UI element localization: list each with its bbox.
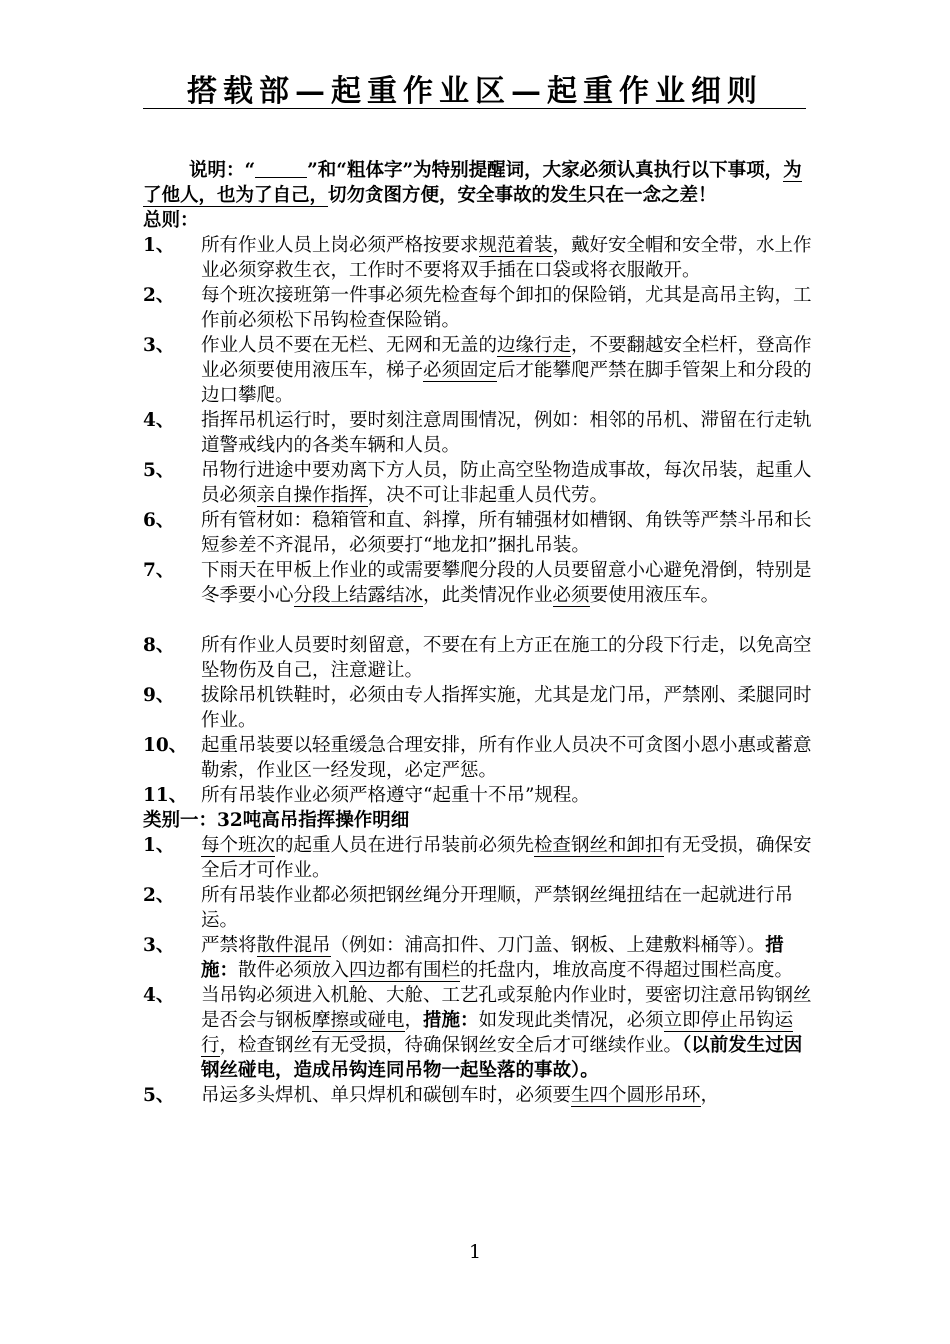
item-underlined: 每个班次 (201, 835, 276, 856)
item-text-part: 散件必须放入 (238, 960, 350, 981)
general-item (143, 333, 813, 408)
document-title: 搭载部—起重作业区—起重作业细则 (187, 74, 763, 109)
general-item (143, 508, 813, 558)
item-underlined: 摩擦或碰电 (312, 1010, 405, 1031)
item-text-part: 吊物行进途中要劝离下方人员，防止高空坠物造成事故，每次吊装，起重人员必须 (201, 460, 812, 506)
category-heading: 类别一：32吨高吊指挥操作明细 (143, 810, 410, 831)
item-underlined: 规范着装 (478, 235, 553, 256)
item-number: 2、 (143, 285, 175, 306)
general-item (143, 408, 813, 458)
category-item (143, 833, 813, 883)
item-text-part: ，此类情况作业 (423, 585, 553, 606)
category-item (143, 933, 813, 983)
general-item (143, 733, 813, 783)
item-text: 所有吊装作业必须严格遵守“起重十不吊”规程。 (201, 785, 590, 806)
category-item (143, 983, 813, 1083)
item-text-part: 要使用液压车。 (589, 585, 720, 606)
item-number: 1、 (143, 835, 175, 856)
item-underlined: 必须固定 (423, 360, 498, 381)
item-bold: 措施： (423, 1010, 479, 1031)
item-text-part: 如发现此类情况，必须 (478, 1010, 664, 1031)
item-underlined: 分段上结露结冰 (293, 585, 424, 606)
item-text-part: 的托盘内，堆放高度不得超过围栏高度。 (460, 960, 794, 981)
item-text-part: ，不要翻越安全栏杆，登高作业必须要使用液压车，梯子 (201, 335, 812, 381)
item-text-part: 严禁将 (201, 935, 257, 956)
page-number: 1 (468, 1241, 482, 1263)
general-heading: 总则： (143, 210, 199, 231)
intro-paragraph (143, 158, 813, 208)
underline-sample (255, 159, 307, 178)
item-number: 5、 (143, 460, 175, 481)
item-underlined: 散件混吊 (256, 935, 331, 956)
item-text: 拔除吊机铁鞋时，必须由专人指挥实施，尤其是龙门吊，严禁刚、柔腿同时作业。 (201, 685, 812, 731)
item-text-part: 后才能攀爬严禁在脚手管架上和分段的边口攀爬。 (201, 360, 812, 406)
item-text (201, 333, 813, 408)
general-item (143, 558, 813, 608)
item-underlined: 生四个圆形吊环 (571, 1085, 701, 1106)
item-number: 9、 (143, 685, 175, 706)
general-item (143, 458, 813, 508)
item-text-part: 的起重人员在进行吊装前必须先 (275, 835, 535, 856)
item-text-part: ， (404, 1010, 424, 1031)
item-number: 8、 (143, 635, 175, 656)
item-text: 所有管材如：稳箱管和直、斜撑，所有辅强材如槽钢、角铁等严禁斗吊和长短参差不齐混吊，必须要打“地龙扣”捆扎吊装。 (201, 510, 812, 556)
general-item (143, 783, 813, 808)
category-item (143, 883, 813, 933)
blank-line (143, 608, 813, 633)
item-number: 11、 (143, 785, 188, 806)
item-text-part: 有无受损，确保安全后才可作业。 (201, 835, 812, 881)
intro-text-1: 说明：“ (189, 160, 256, 181)
item-underlined: 必须 (552, 585, 590, 606)
item-number: 6、 (143, 510, 175, 531)
item-number: 1、 (143, 235, 175, 256)
category-item (143, 1083, 813, 1108)
item-text-part: 吊运多头焊机、单只焊机和碳刨车时，必须要 (201, 1085, 572, 1106)
item-text-part: ，检查钢丝有无受损，待确保钢丝安全后才可继续作业。 (219, 1035, 683, 1056)
general-item (143, 233, 813, 283)
item-text-part: 作业人员不要在无栏、无网和无盖的 (201, 335, 498, 356)
item-text-part: 当吊钩必须进入机舱、大舱、工艺孔或泵舱内作业时，要密切注意吊钩钢丝是否会与钢板 (201, 985, 812, 1031)
general-item (143, 283, 813, 333)
item-text: 所有吊装作业都必须把钢丝绳分开理顺，严禁钢丝绳扭结在一起就进行吊运。 (201, 885, 794, 931)
document-body (143, 158, 813, 1108)
item-number: 5、 (143, 1085, 175, 1106)
item-text-part: ，决不可让非起重人员代劳。 (367, 485, 609, 506)
intro-text-2: ”和“粗体字”为特别提醒词，大家必须认真执行以下事项， (307, 160, 784, 181)
item-number: 7、 (143, 560, 175, 581)
item-text-part: 所有作业人员上岗必须严格按要求 (201, 235, 479, 256)
intro-underlined: 为了他人，也为了自己， (143, 160, 802, 206)
item-number: 4、 (143, 410, 175, 431)
general-item (143, 633, 813, 683)
item-text: 每个班次接班第一件事必须先检查每个卸扣的保险销，尤其是高吊主钩，工作前必须松下吊钩检查保险销。 (201, 285, 812, 331)
item-underlined: 边缘行走 (497, 335, 572, 356)
item-text-part: ， (700, 1085, 720, 1106)
item-number: 4、 (143, 985, 175, 1006)
item-text: 起重吊装要以轻重缓急合理安排，所有作业人员决不可贪图小恩小惠或蓄意勒索，作业区一经发现，必定严惩。 (201, 735, 812, 781)
item-number: 2、 (143, 885, 175, 906)
item-underlined: 立即停止吊钩运行 (201, 1010, 794, 1056)
item-text-part: 下雨天在甲板上作业的或需要攀爬分段的人员要留意小心避免滑倒，特别是冬季要小心 (201, 560, 812, 606)
item-number: 3、 (143, 335, 175, 356)
item-text (201, 233, 813, 283)
item-text-part: （例如：浦高扣件、刀门盖、钢板、上建敷料桶等）。 (330, 935, 766, 956)
item-text (201, 458, 813, 508)
item-text (201, 558, 813, 608)
item-bold: 措施： (201, 935, 784, 981)
item-underlined: 四边都有围栏 (349, 960, 461, 981)
title-rule (143, 108, 806, 109)
item-text (201, 933, 813, 983)
item-text (201, 983, 813, 1083)
general-item (143, 683, 813, 733)
item-text (201, 833, 813, 883)
item-underlined: 检查钢丝和卸扣 (534, 835, 664, 856)
item-text (201, 1083, 813, 1108)
item-text-part: ，戴好安全帽和安全带，水上作业必须穿救生衣，工作时不要将双手插在口袋或将衣服敞开。 (201, 235, 812, 281)
item-number: 3、 (143, 935, 175, 956)
item-text: 指挥吊机运行时，要时刻注意周围情况，例如：相邻的吊机、滞留在行走轨道警戒线内的各类车辆和人员。 (201, 410, 812, 456)
item-bold: （以前发生过因钢丝碰电，造成吊钩连同吊物一起坠落的事故）。 (201, 1035, 803, 1081)
item-underlined: 亲自操作指挥 (256, 485, 368, 506)
item-text: 所有作业人员要时刻留意，不要在有上方正在施工的分段下行走，以免高空坠物伤及自己，注意避让。 (201, 635, 812, 681)
item-number: 10、 (143, 735, 188, 756)
intro-text-3: 切勿贪图方便，安全事故的发生只在一念之差！ (328, 185, 717, 206)
